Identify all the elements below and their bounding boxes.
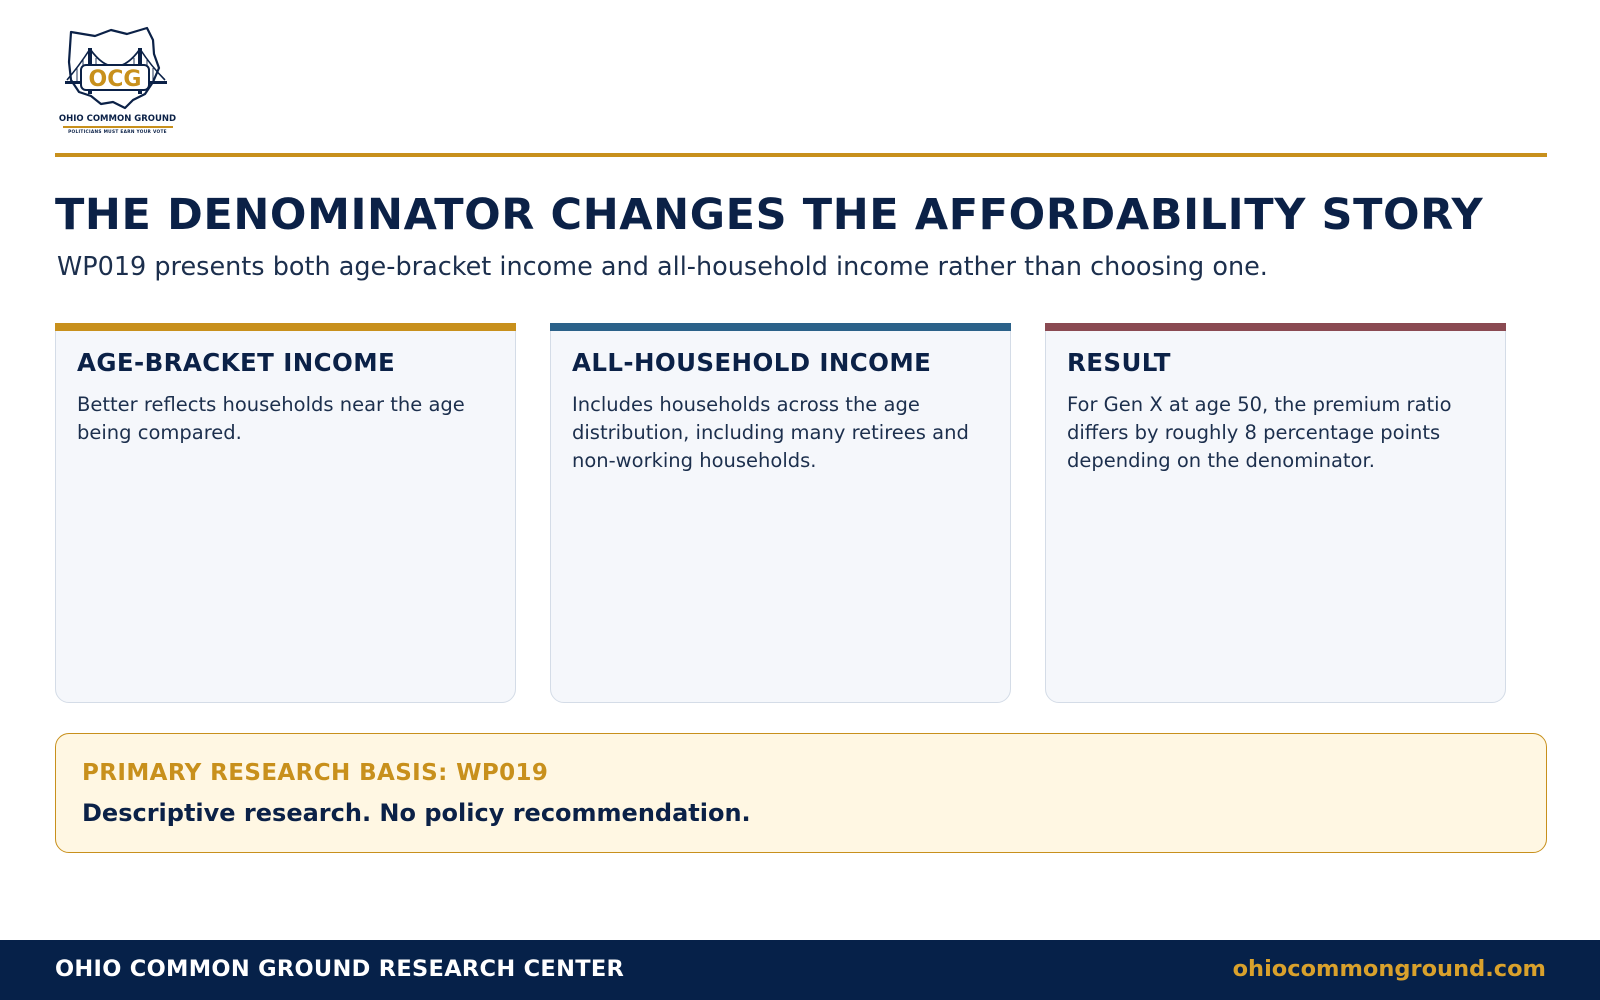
card-result — [1045, 323, 1506, 703]
card-age-bracket-income — [55, 323, 516, 703]
logo-monogram: OCG — [88, 67, 142, 92]
card-heading: RESULT — [1067, 348, 1171, 377]
card-body: Better reflects households near the age being compared. — [77, 393, 465, 444]
ocg-logo — [55, 22, 180, 140]
research-basis-label: PRIMARY RESEARCH BASIS: WP019 — [82, 760, 549, 786]
card-accent-bar — [550, 323, 1011, 331]
ocg-bridge-logo-icon — [55, 22, 180, 114]
logo-name: OHIO COMMON GROUND — [58, 114, 177, 124]
card-heading: AGE-BRACKET INCOME — [77, 348, 396, 377]
header-divider — [55, 153, 1547, 157]
card-accent-bar — [55, 323, 516, 331]
card-body: For Gen X at age 50, the premium ratio differs by roughly 8 percentage points depending on the denominator. — [1067, 393, 1452, 472]
logo-divider — [63, 126, 173, 129]
card-all-household-income — [550, 323, 1011, 703]
card-body: Includes households across the age distribution, including many retirees and non-working households. — [572, 393, 969, 472]
footer — [0, 940, 1600, 1000]
page-subtitle: WP019 presents both age-bracket income and all-household income rather than choosing one. — [57, 252, 1268, 282]
logo-tagline: POLITICIANS MUST EARN YOUR VOTE — [68, 130, 167, 135]
research-basis-callout — [55, 733, 1547, 853]
card-accent-bar — [1045, 323, 1506, 331]
card-heading: ALL-HOUSEHOLD INCOME — [572, 348, 932, 377]
footer-organization: OHIO COMMON GROUND RESEARCH CENTER — [55, 956, 625, 982]
footer-website-link[interactable]: ohiocommonground.com — [1232, 956, 1546, 982]
page-title: THE DENOMINATOR CHANGES THE AFFORDABILITY STORY — [55, 190, 1484, 240]
research-basis-text: Descriptive research. No policy recommendation. — [82, 799, 751, 827]
